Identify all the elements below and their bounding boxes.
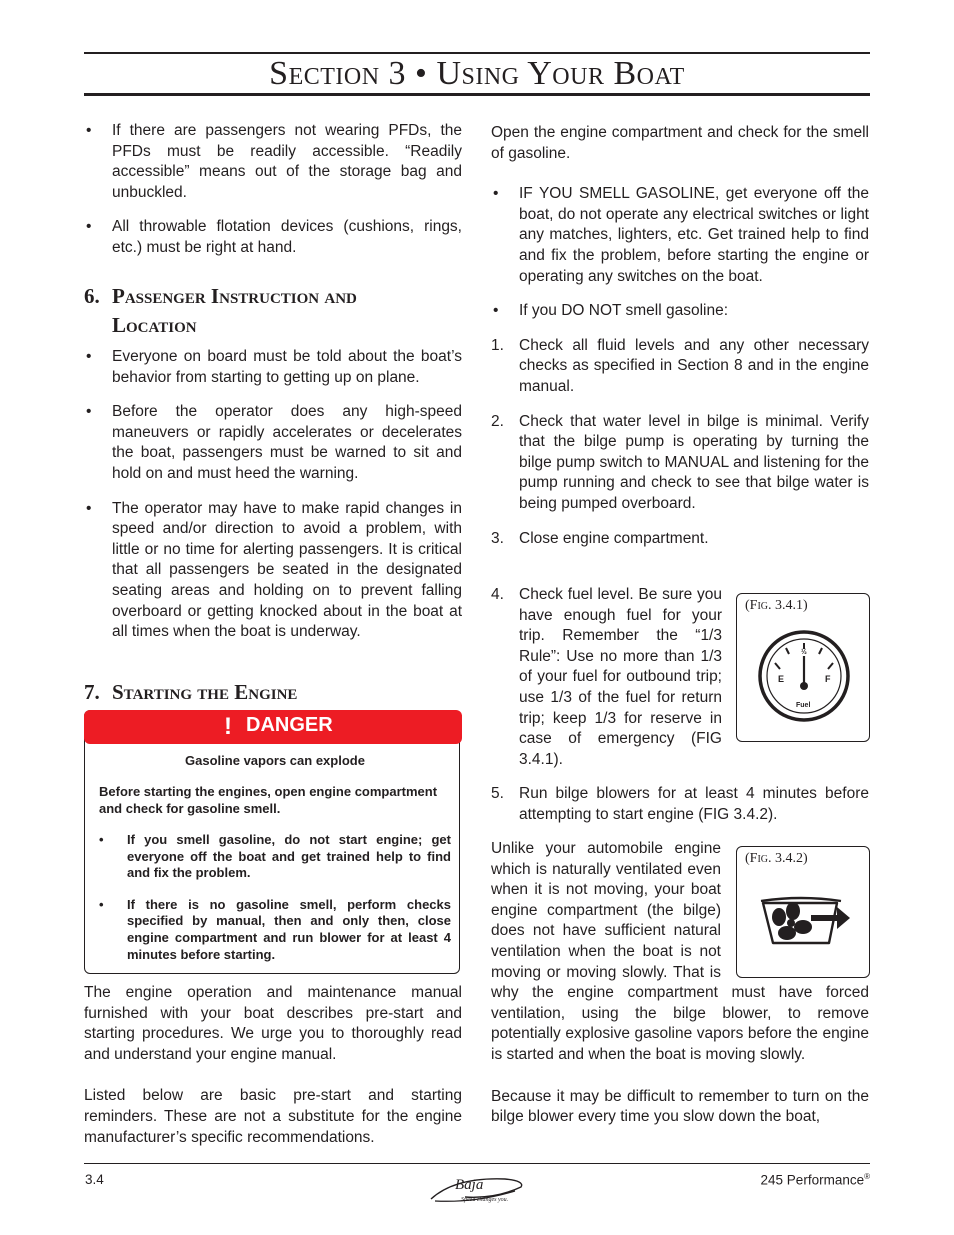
footer-rule [84, 1163, 870, 1164]
page-number: 3.4 [85, 1172, 104, 1187]
baja-logo [425, 1173, 529, 1207]
section-title: Section 3 • Using Your Boat [269, 55, 685, 92]
step-item: 5. Run bilge blowers for at least 4 minutes before attempting to start engine (FIG 3.4.2). [491, 785, 869, 823]
step-4 [491, 585, 722, 770]
list-item: • Before the operator does any high-speed maneuvers or rapidly accelerates or decelerates the boat, passengers must be warned to sit and hold on and must heed the warning. [86, 403, 462, 482]
step-item: 1. Check all fluid levels and any other necessary checks as specified in Section 8 and in the engine manual. [491, 336, 869, 395]
list-item: • All throwable flotation devices (cushions, rings, etc.) must be right at hand. [86, 218, 462, 256]
figure-caption: (Fig. 3.4.1) [745, 598, 808, 613]
gauge-full-label: F [825, 674, 831, 684]
left-top-bullets [84, 121, 462, 259]
fuel-gauge-icon [737, 594, 869, 741]
list-item: • If you DO NOT smell gasoline: [493, 302, 729, 320]
list-item: • Everyone on board must be told about the boat’s behavior from starting to getting up on plane. [86, 348, 462, 386]
list-item: • If there is no gasoline smell, perform checks specified by manual, then and only then, close engine compartment and run blower for at least 4 minutes before starting. [99, 896, 451, 962]
engine-manual-paragraphs [84, 983, 462, 1148]
title-rule [84, 93, 870, 96]
paragraph: Because it may be difficult to remember to turn on the bilge blower every time you slow down the boat, [491, 1087, 869, 1126]
paragraph: Open the engine compartment and check for the smell of gasoline. [491, 124, 869, 162]
blower-icon [737, 847, 869, 977]
warning-icon: ! [224, 713, 232, 740]
logo-text: Baja [455, 1177, 484, 1193]
paragraph: Listed below are basic pre-start and starting reminders. These are not a substitute for the engine manufacturer’s specific recommendations. [84, 1087, 462, 1146]
model-name: 245 Performance® [760, 1172, 870, 1188]
top-rule [84, 52, 870, 54]
fuel-gauge-figure [736, 593, 870, 742]
logo-tagline: Speed changes you. [461, 1197, 509, 1203]
figure-caption: (Fig. 3.4.2) [745, 851, 808, 866]
gauge-fuel-label: Fuel [796, 702, 811, 709]
paragraph: Unlike your automobile engine which is naturally ventilated even when it is not moving, your boat engine compartment (the bilge) does not have sufficient natural ventilation when the boat is not moving or moving slowly. That is why the engine compartment must have forced ventilation, using the bilge blower, to remove potentially explosive gasoline vapors before the engine is started and when the boat is moving slowly. [491, 840, 869, 1063]
heading-starting-engine: 7. Starting the Engine [84, 680, 298, 704]
step-item: 3. Close engine compartment. [491, 529, 709, 547]
danger-header [84, 710, 462, 744]
danger-intro: Before starting the engines, open engine compartment and check for gasoline smell. [99, 784, 438, 816]
danger-label: DANGER [246, 714, 333, 736]
list-item: • If you smell gasoline, do not start engine; get everyone off the boat and get trained help to find and fix the problem. [99, 832, 451, 881]
danger-bullets [99, 832, 451, 963]
bilge-blower-figure [736, 846, 870, 978]
right-column-top [491, 123, 869, 549]
list-item: • IF YOU SMELL GASOLINE, get everyone off the boat, do not operate any electrical switches or light any matches, lighters, etc. Get trained help to find and fix the problem, before starting the engine or operating any switches on the boat. [493, 185, 869, 285]
danger-subtitle: Gasoline vapors can explode [185, 753, 365, 768]
step-item: 2. Check that water level in bilge is minimal. Verify that the bilge pump is operating by turning the bilge pump switch to MANUAL and listening for the pump running and check to see that bilge water is being pumped overboard. [491, 412, 869, 512]
step-5 [491, 784, 869, 825]
step-item: 4. Check fuel level. Be sure you have enough fuel for your trip. Remember the “1/3 Rule”: Use no more than 1/3 of your fuel for outbound trip; use 1/3 of the fuel for return trip; keep 1/3 for reserve in case of emergency (FIG 3.4.1). [491, 586, 722, 768]
gauge-empty-label: E [778, 674, 785, 684]
list-item: • If there are passengers not wearing PFDs, the PFDs must be readily accessible. “Readily accessible” means out of the storage bag and unbuckled. [86, 122, 462, 201]
gauge-half-label: ½ [801, 649, 807, 656]
list-item: • The operator may have to make rapid changes in speed and/or direction to avoid a problem, with little or no time for alerting passengers. It is critical that all passengers be seated in the designated seating areas and holding on to prevent falling overboard or getting knocked about in the boat at all times when the boat is underway. [86, 499, 462, 641]
danger-box [84, 710, 460, 974]
heading-passenger-instruction: 6. Passenger Instruction and Location [84, 284, 357, 337]
paragraph: The engine operation and maintenance manual furnished with your boat describes pre-start and starting procedures. We urge you to thoroughly read and understand your engine manual. [84, 984, 462, 1063]
passenger-bullets [84, 347, 462, 643]
